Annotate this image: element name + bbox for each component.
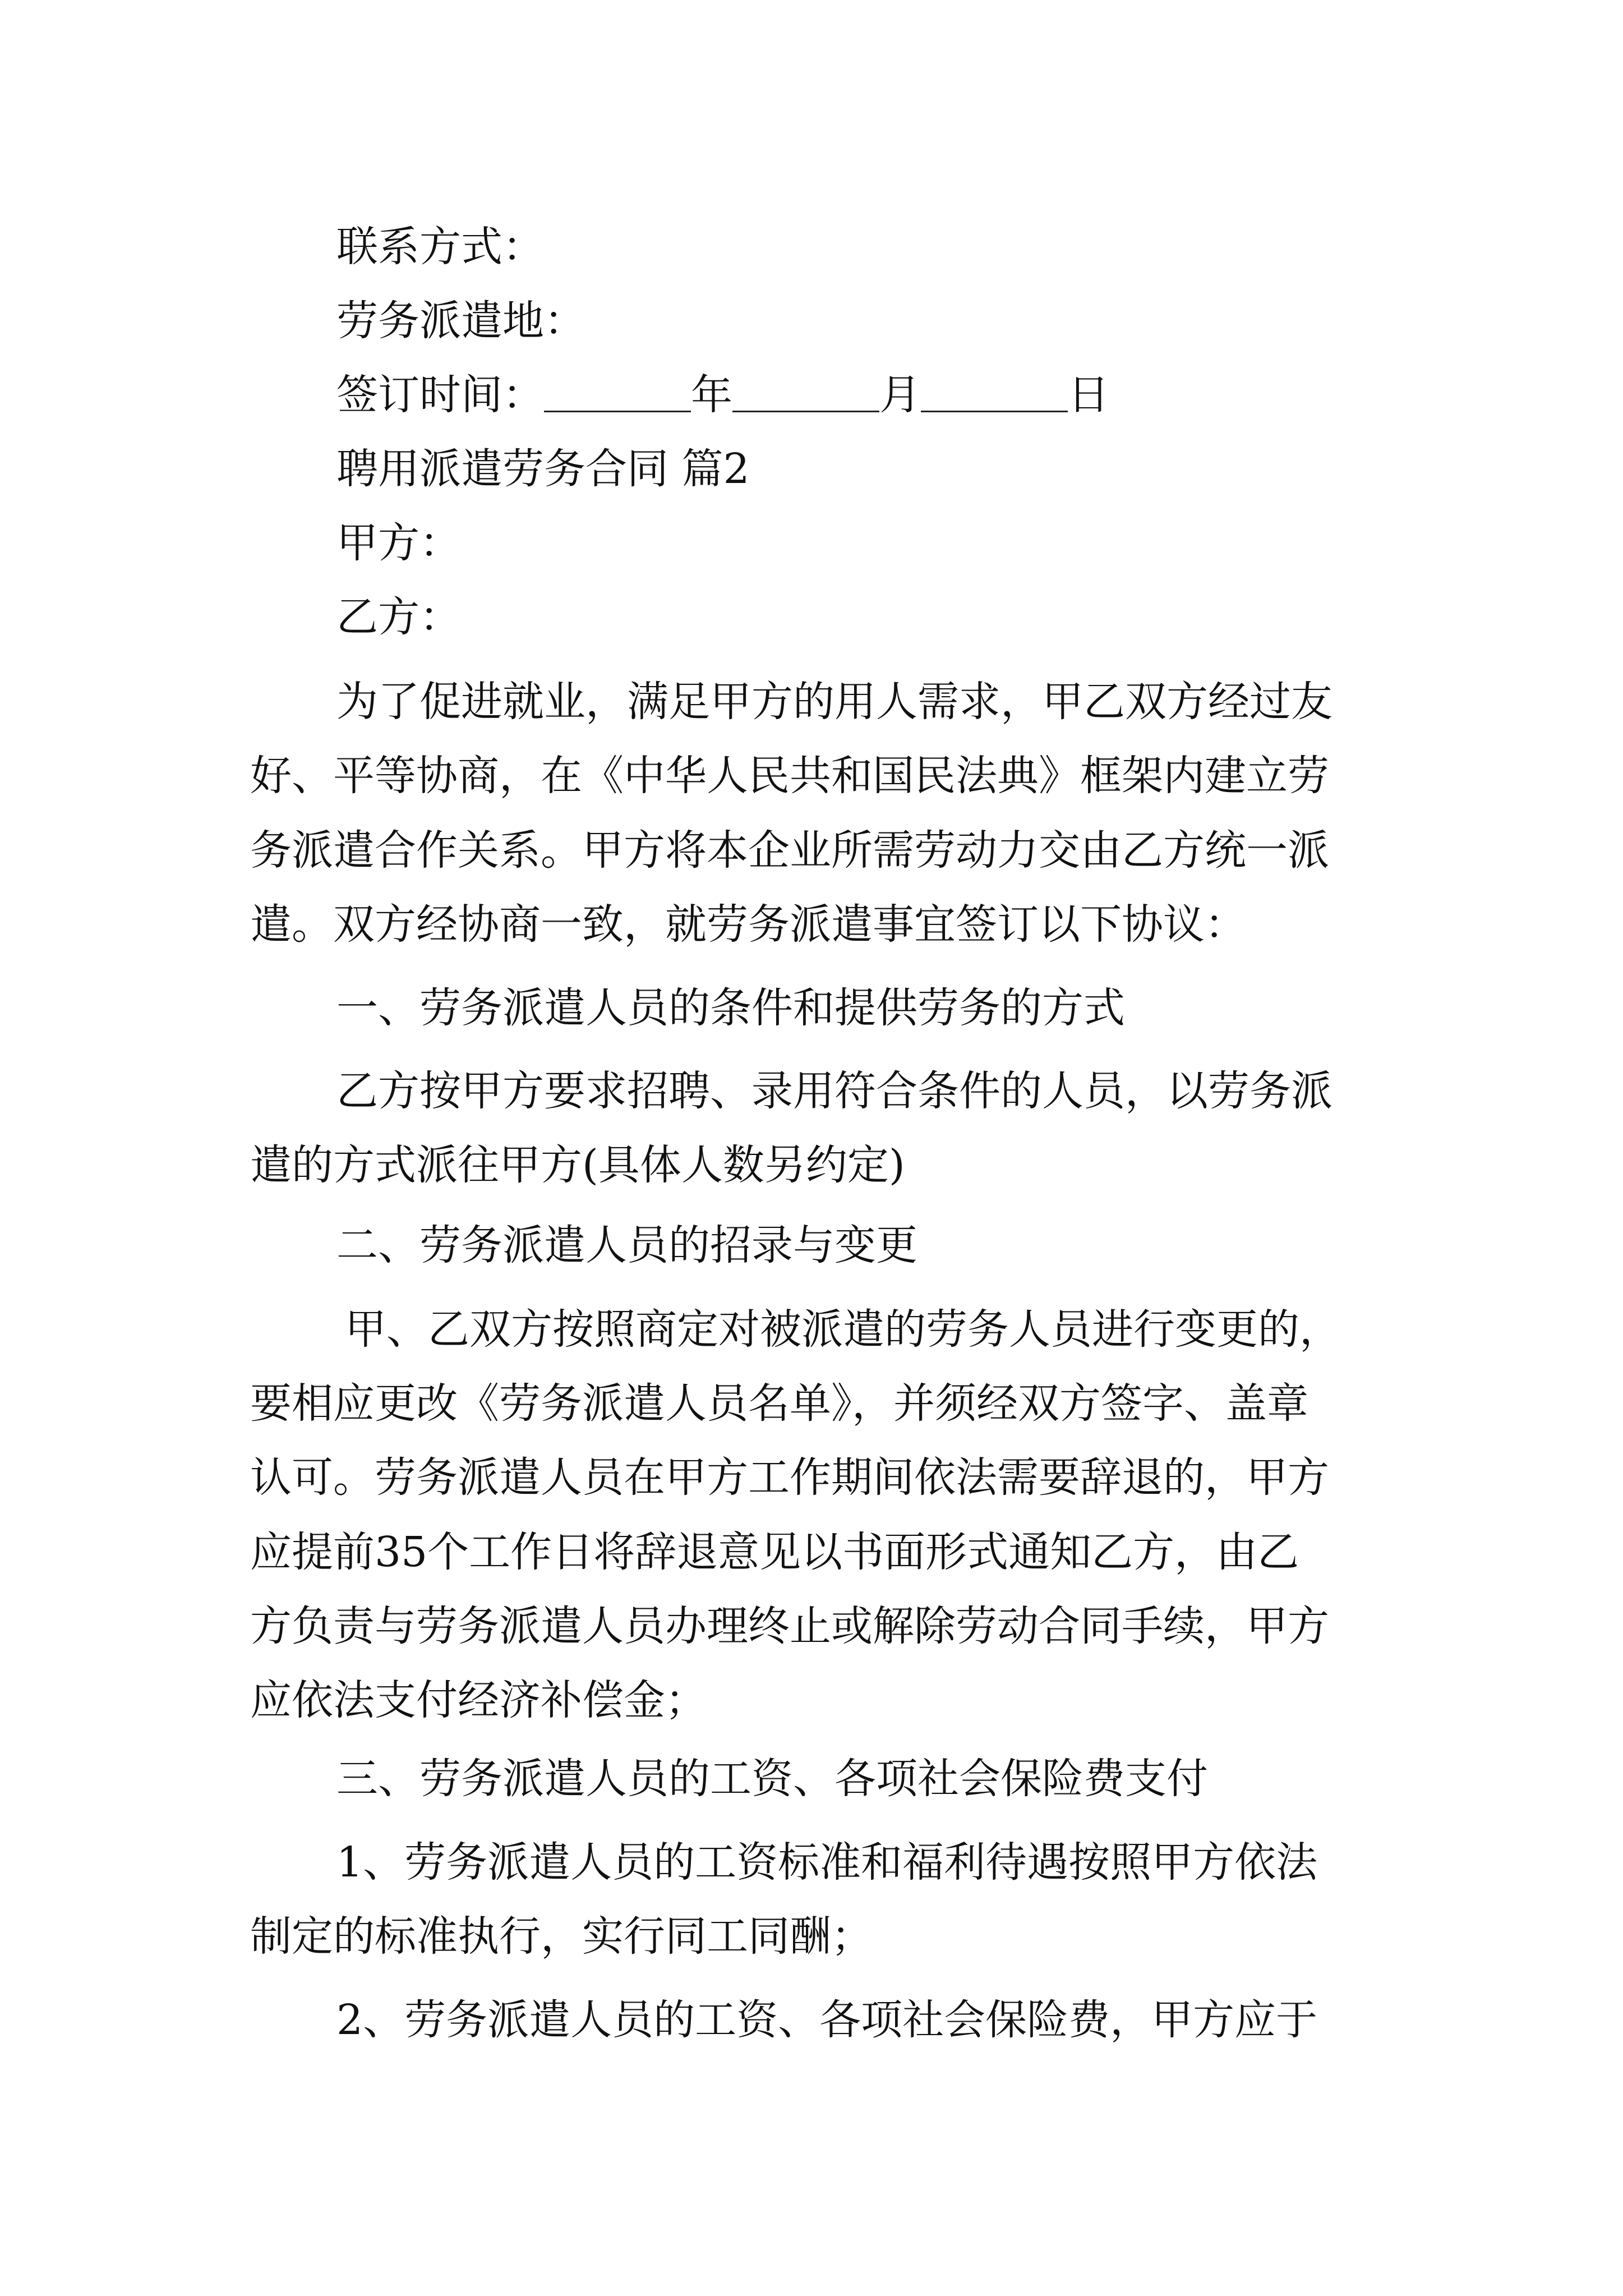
signing-date-line [0, 356, 1623, 434]
clause3-item2-line: 2、劳务派遣人员的工资、各项社会保险费，甲方应于 [336, 1996, 1318, 2044]
section-heading: 聘用派遣劳务合同 篇2 [336, 445, 750, 493]
intro-line: 务派遣合作关系。甲方将本企业所需劳动力交由乙方统一派 [250, 826, 1329, 875]
clause2-line: 认可。劳务派遣人员在甲方工作期间依法需要辞退的，甲方 [250, 1453, 1329, 1502]
year-blank [544, 369, 691, 412]
clause3-item1-line: 1、劳务派遣人员的工资标准和福利待遇按照甲方依法 [336, 1838, 1318, 1887]
contact-label: 联系方式： [336, 223, 544, 271]
year-unit: 年 [691, 371, 732, 419]
clause1-line: 乙方按甲方要求招聘、录用符合条件的人员，以劳务派 [336, 1067, 1332, 1115]
party-b-label: 乙方： [336, 593, 461, 641]
day-blank [921, 369, 1068, 412]
clause2-heading: 二、劳务派遣人员的招录与变更 [336, 1221, 917, 1269]
clause3-item1-line: 制定的标准执行，实行同工同酬； [250, 1912, 873, 1961]
clause3-heading: 三、劳务派遣人员的工资、各项社会保险费支付 [336, 1755, 1208, 1803]
month-blank [732, 369, 879, 412]
dispatch-location-label: 劳务派遣地： [336, 297, 585, 345]
clause2-line: 甲、乙双方按照商定对被派遣的劳务人员进行变更的， [345, 1305, 1341, 1354]
clause2-line: 应依法支付经济补偿金； [250, 1676, 707, 1724]
day-unit: 日 [1068, 371, 1109, 419]
signing-date-label: 签订时间： [336, 371, 544, 419]
clause1-heading: 一、劳务派遣人员的条件和提供劳务的方式 [336, 984, 1125, 1032]
party-a-label: 甲方： [336, 519, 461, 567]
intro-line: 为了促进就业，满足甲方的用人需求，甲乙双方经过友 [336, 678, 1332, 726]
intro-line: 好、平等协商，在《中华人民共和国民法典》框架内建立劳 [250, 752, 1329, 800]
month-unit: 月 [879, 371, 921, 419]
clause2-line: 方负责与劳务派遣人员办理终止或解除劳动合同手续，甲方 [250, 1602, 1329, 1650]
clause2-line: 应提前35个工作日将辞退意见以书面形式通知乙方，由乙 [250, 1528, 1299, 1576]
clause2-line: 要相应更改《劳务派遣人员名单》，并须经双方签字、盖章 [250, 1379, 1308, 1428]
intro-line: 遣。双方经协商一致，就劳务派遣事宜签订以下协议： [250, 900, 1246, 949]
clause1-line: 遣的方式派往甲方(具体人数另约定) [250, 1141, 905, 1189]
